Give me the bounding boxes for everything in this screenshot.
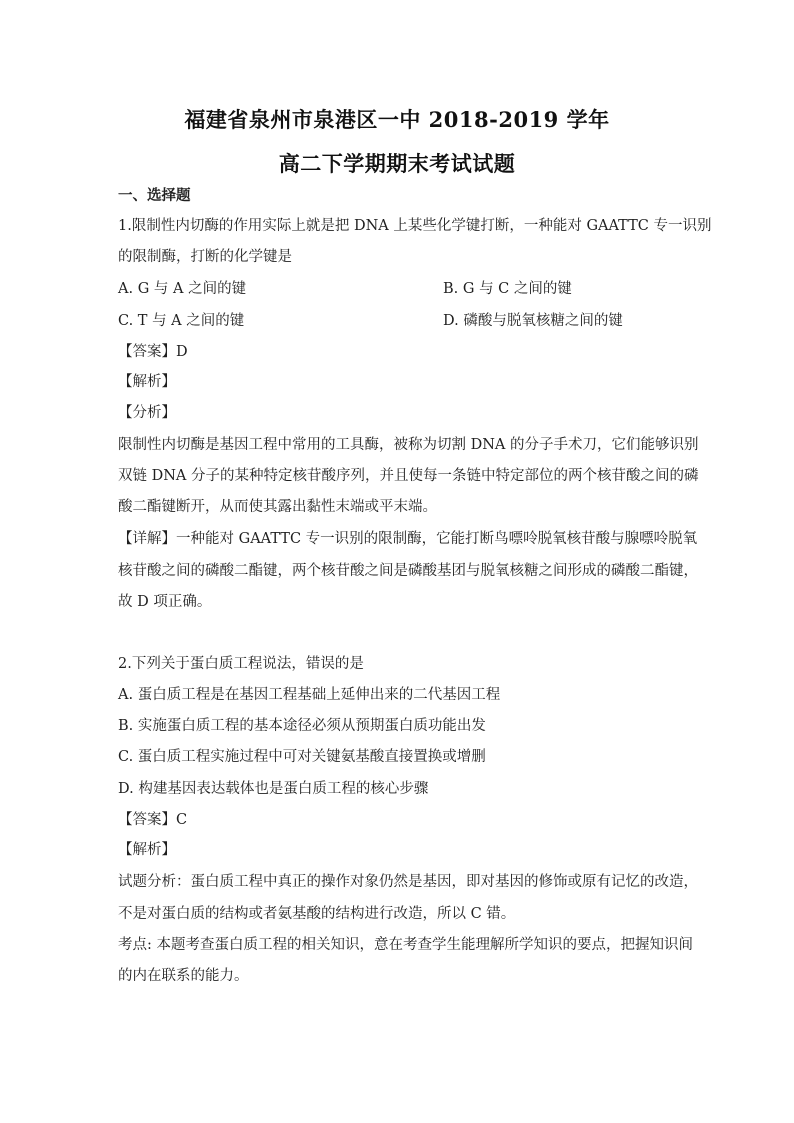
q1-detail-line-2: 核苷酸之间的磷酸二酯键，两个核苷酸之间是磷酸基团与脱氧核糖之间形成的磷酸二酯键， <box>118 563 698 579</box>
title-line-1: 福建省泉州市泉港区一中 2018-2019 学年 <box>184 107 610 132</box>
q1-detail-line-1: 【详解】一种能对 GAATTC 专一识别的限制酶，它能打断鸟嘌呤脱氧核苷酸与腺嘌呤脱氧 <box>118 531 698 547</box>
q2-kaodian-line-1: 考点: 本题考查蛋白质工程的相关知识，意在考查学生能理解所学知识的要点，把握知识间 <box>118 937 693 953</box>
q1-detail-line-3: 故 D 项正确。 <box>118 594 212 610</box>
title-line-2: 高二下学期期末考试试题 <box>278 151 516 176</box>
q1-option-a: A. G 与 A 之间的键 <box>118 281 247 297</box>
q1-analysis-label: 【解析】 <box>118 374 176 390</box>
q2-option-d: D. 构建基因表达载体也是蛋白质工程的核心步骤 <box>118 781 429 797</box>
q1-fenxi-line-1: 限制性内切酶是基因工程中常用的工具酶，被称为切割 DNA 的分子手术刀，它们能够识别 <box>118 437 699 453</box>
q1-answer: 【答案】D <box>118 344 188 360</box>
q2-option-b: B. 实施蛋白质工程的基本途径必须从预期蛋白质功能出发 <box>118 718 486 734</box>
q1-stem-line-2: 的限制酶，打断的化学键是 <box>118 249 292 265</box>
q2-option-a: A. 蛋白质工程是在基因工程基础上延伸出来的二代基因工程 <box>118 687 501 703</box>
q2-stem: 2.下列关于蛋白质工程说法，错误的是 <box>118 656 364 672</box>
q2-answer: 【答案】C <box>118 812 188 828</box>
q1-option-c: C. T 与 A 之间的键 <box>118 313 245 329</box>
q1-option-b: B. G 与 C 之间的键 <box>443 281 572 297</box>
section-heading: 一、选择题 <box>118 187 191 204</box>
q2-analysis-line-1: 试题分析：蛋白质工程中真正的操作对象仍然是基因，即对基因的修饰或原有记忆的改造， <box>118 874 698 890</box>
q1-stem-line-1: 1.限制性内切酶的作用实际上就是把 DNA 上某些化学键打断，一种能对 GAATTC 专一识别 <box>118 218 712 234</box>
q1-option-d: D. 磷酸与脱氧核糖之间的键 <box>443 313 623 329</box>
q1-fenxi-label: 【分析】 <box>118 405 176 421</box>
q2-analysis-label: 【解析】 <box>118 842 176 858</box>
q1-fenxi-line-2: 双链 DNA 分子的某种特定核苷酸序列，并且使每一条链中特定部位的两个核苷酸之间的磷 <box>118 468 699 484</box>
q2-option-c: C. 蛋白质工程实施过程中可对关键氨基酸直接置换或增删 <box>118 749 486 765</box>
q2-kaodian-line-2: 的内在联系的能力。 <box>118 968 249 984</box>
q1-fenxi-line-3: 酸二酯键断开，从而使其露出黏性末端或平末端。 <box>118 499 437 515</box>
q2-analysis-line-2: 不是对蛋白质的结构或者氨基酸的结构进行改造，所以 C 错。 <box>118 906 516 922</box>
